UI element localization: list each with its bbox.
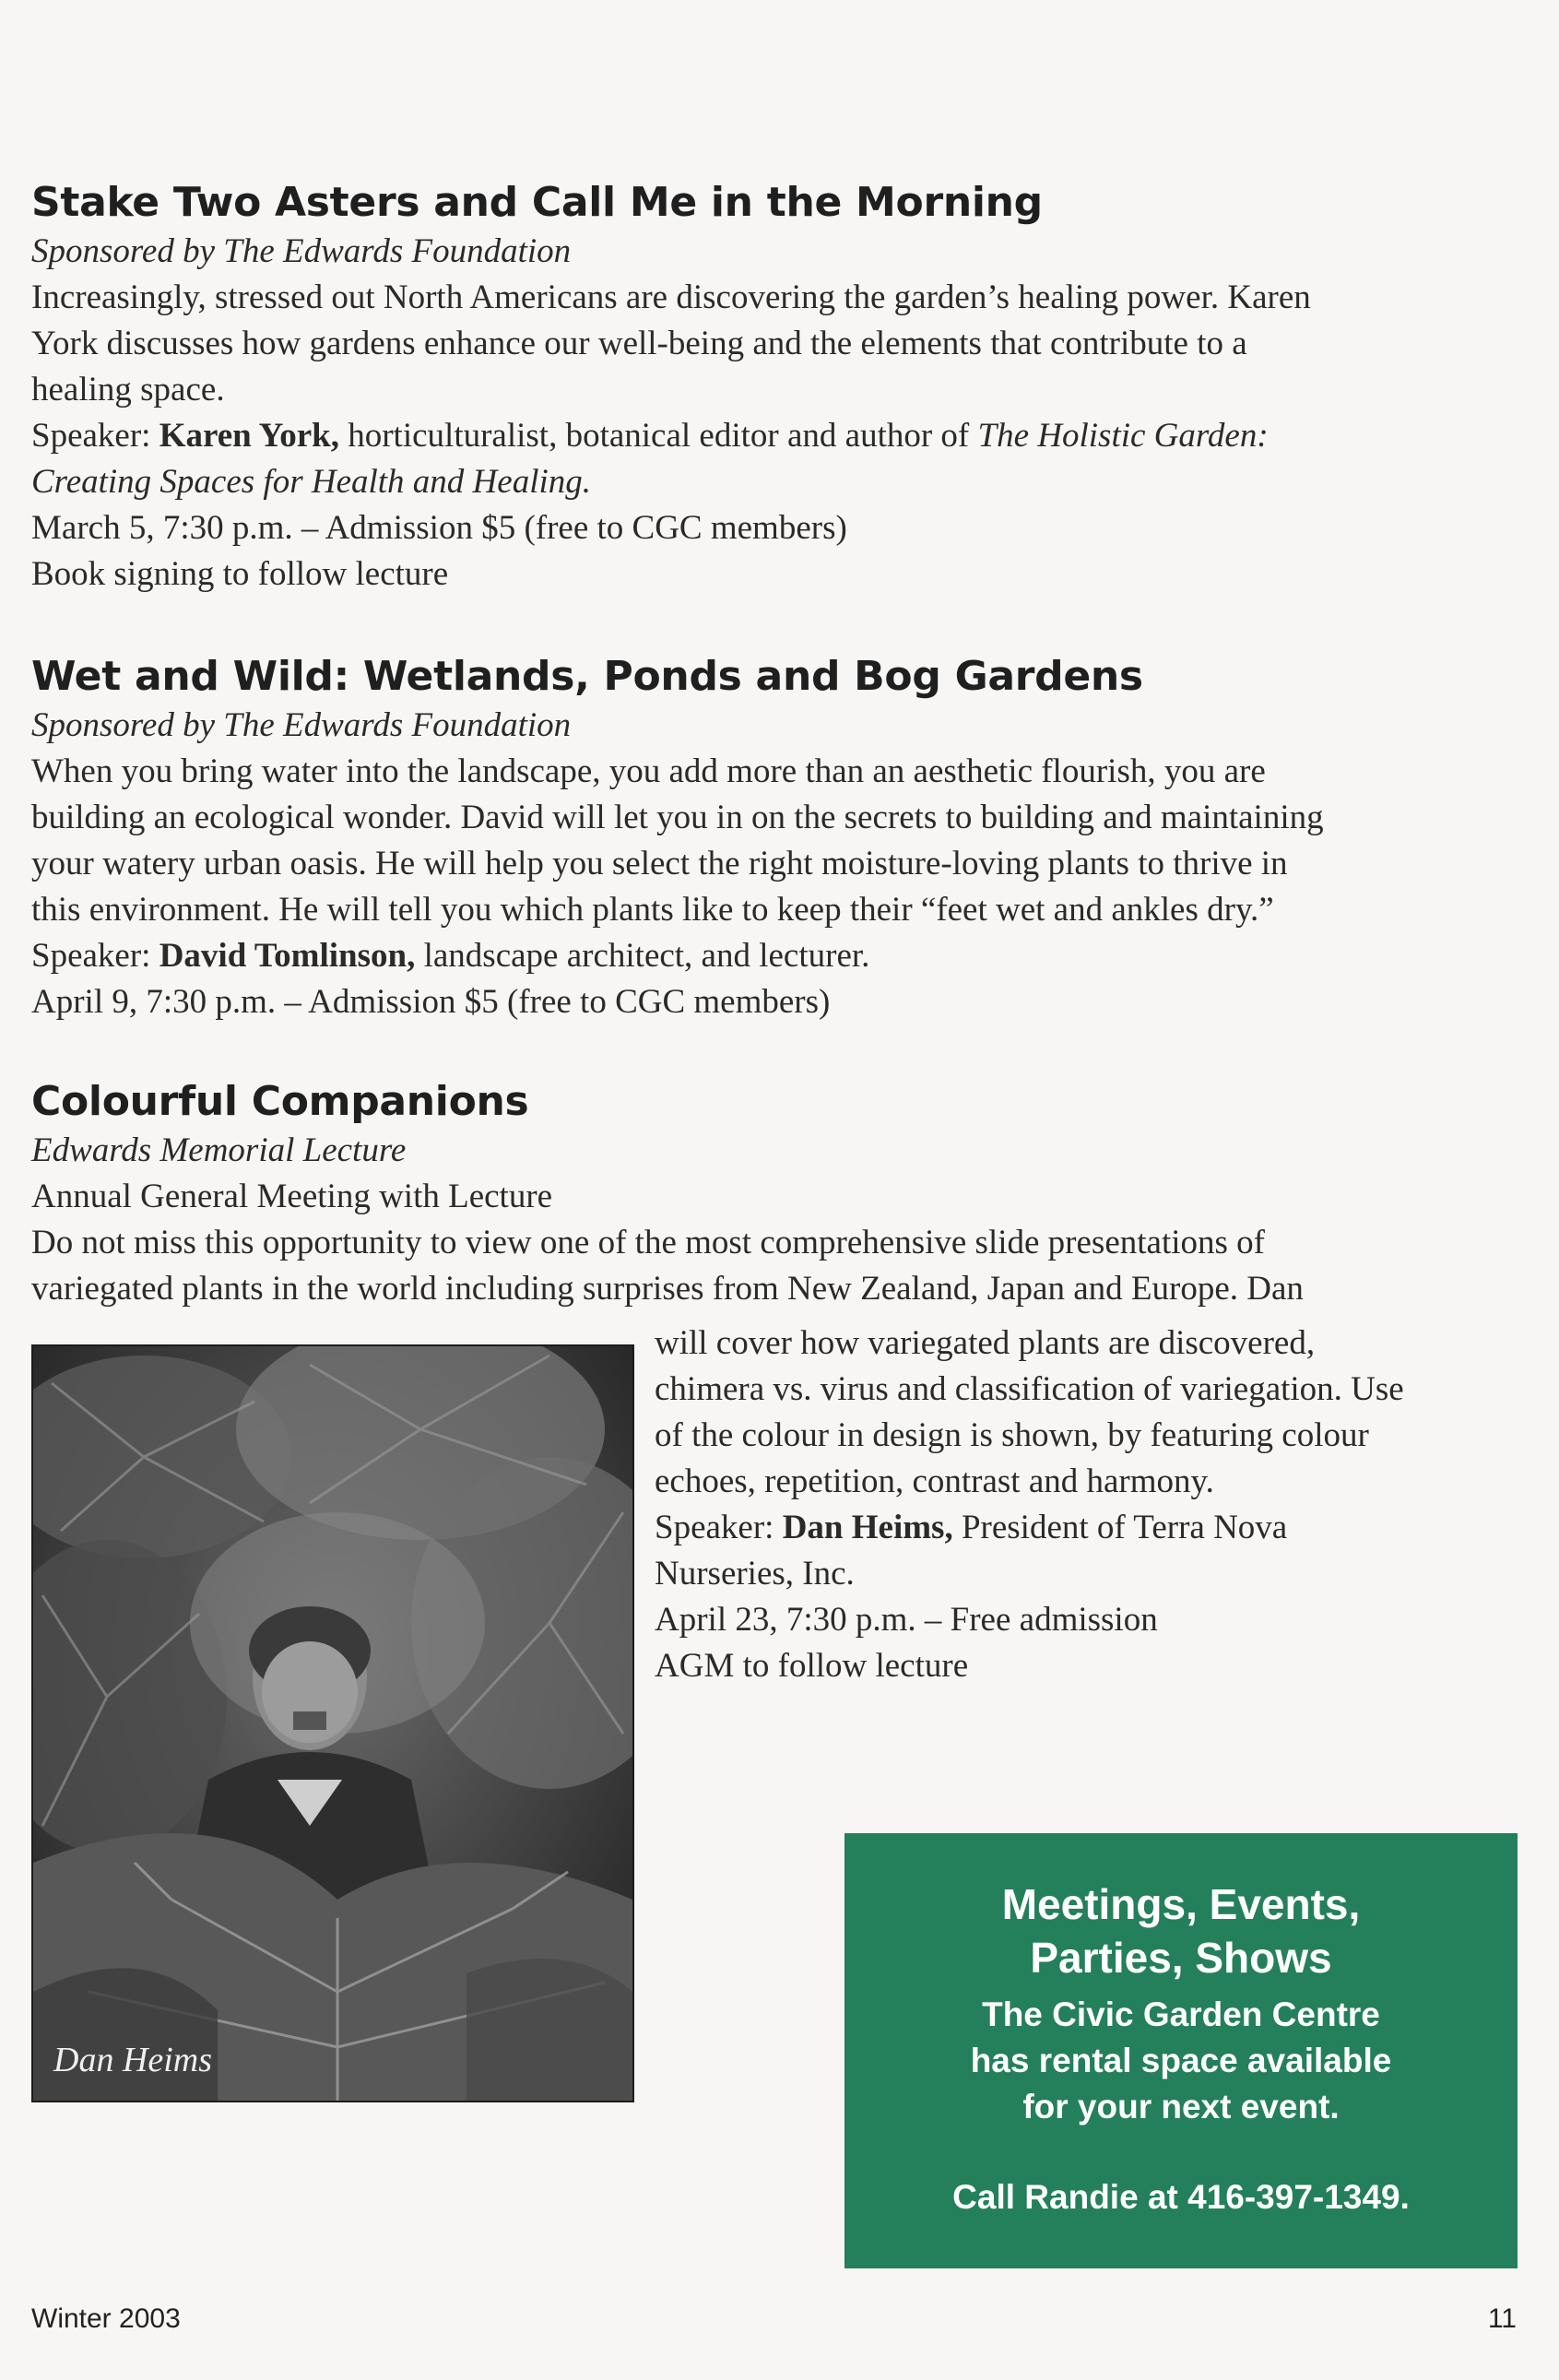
- lecture-description-line: variegated plants in the world including surprises from New Zealand, Japan and Europe. Dan: [31, 1270, 1304, 1308]
- lecture-speaker: [655, 1505, 1503, 1551]
- lecture-description-line: your watery urban oasis. He will help you select the right moisture-loving plants to thrive in: [31, 845, 1288, 882]
- lecture-speaker: [31, 413, 1525, 459]
- speaker-prefix: Speaker:: [31, 417, 159, 455]
- speaker-name: Dan Heims,: [782, 1509, 953, 1546]
- lecture-description-line: Increasingly, stressed out North Americans are discovering the garden’s healing power. Karen: [31, 278, 1311, 316]
- leaves-photo-graphic: [33, 1346, 632, 2101]
- lecture-note: Book signing to follow lecture: [31, 555, 449, 593]
- ad-body-line: The Civic Garden Centre: [982, 1995, 1380, 2033]
- lecture-description-line: Do not miss this opportunity to view one of the most comprehensive slide presentations of: [31, 1224, 1265, 1261]
- ad-title-line: Meetings, Events,: [1001, 1880, 1361, 1928]
- lecture-description-line: York discusses how gardens enhance our well-being and the elements that contribute to a: [31, 325, 1247, 362]
- lecture-meeting: Annual General Meeting with Lecture: [31, 1178, 553, 1215]
- lecture-wrapped-text: [655, 1320, 1503, 1689]
- ad-title: [844, 1877, 1518, 1984]
- ad-body-line: for your next event.: [1022, 2088, 1340, 2125]
- lecture-description-line: of the colour in design is shown, by featuring colour: [655, 1416, 1369, 1454]
- ad-body-line: has rental space available: [970, 2042, 1392, 2079]
- lecture-sponsor: Sponsored by The Edwards Foundation: [31, 232, 572, 270]
- lecture-description-line: healing space.: [31, 371, 225, 409]
- lecture-stake-two-asters: [31, 177, 1525, 598]
- lecture-title: Stake Two Asters and Call Me in the Morning: [31, 179, 1043, 226]
- speaker-name: David Tomlinson,: [159, 937, 416, 975]
- lecture-date: April 23, 7:30 p.m. – Free admission: [655, 1601, 1158, 1639]
- speaker-bio: landscape architect, and lecturer.: [415, 937, 870, 975]
- issue-date: Winter 2003: [31, 2303, 181, 2334]
- lecture-description-line: chimera vs. virus and classification of variegation. Use: [655, 1370, 1404, 1408]
- lecture-description-line: building an ecological wonder. David will let you in on the secrets to building and maintaining: [31, 799, 1324, 836]
- lecture-date: April 9, 7:30 p.m. – Admission $5 (free to CGC members): [31, 983, 831, 1021]
- book-title: The Holistic Garden:: [977, 417, 1269, 455]
- speaker-name: Karen York,: [159, 417, 339, 455]
- lecture-title: Colourful Companions: [31, 1078, 529, 1125]
- ad-phone-contact: Call Randie at 416-397-1349.: [952, 2178, 1410, 2216]
- lecture-subtitle: Edwards Memorial Lecture: [31, 1131, 407, 1169]
- lecture-colourful-companions: [31, 1076, 1525, 1312]
- speaker-bio: horticulturalist, botanical editor and author of: [338, 417, 978, 455]
- rental-advertisement: [844, 1833, 1518, 2268]
- photo-caption: Dan Heims: [53, 2041, 213, 2079]
- speaker-prefix: Speaker:: [31, 937, 159, 975]
- lecture-sponsor: Sponsored by The Edwards Foundation: [31, 706, 572, 744]
- lecture-speaker: [31, 933, 1525, 979]
- lecture-date: March 5, 7:30 p.m. – Admission $5 (free to CGC members): [31, 509, 847, 547]
- page-number: 11: [1487, 2303, 1517, 2334]
- lecture-title: Wet and Wild: Wetlands, Ponds and Bog Gardens: [31, 653, 1143, 700]
- lecture-description-line: When you bring water into the landscape, you add more than an aesthetic flourish, you are: [31, 752, 1266, 790]
- lecture-note: AGM to follow lecture: [655, 1647, 969, 1685]
- speaker-bio-continued: Nurseries, Inc.: [655, 1555, 855, 1593]
- speaker-photo: [31, 1344, 634, 2102]
- lecture-wet-and-wild: [31, 651, 1525, 1025]
- lecture-description-line: will cover how variegated plants are discovered,: [655, 1324, 1316, 1362]
- speaker-bio: President of Terra Nova: [952, 1509, 1288, 1546]
- lecture-description-line: this environment. He will tell you which plants like to keep their “feet wet and ankles dry.”: [31, 891, 1274, 929]
- lecture-description-line: echoes, repetition, contrast and harmony.: [655, 1462, 1214, 1500]
- book-title-continued: Creating Spaces for Health and Healing.: [31, 463, 592, 501]
- ad-title-line: Parties, Shows: [1030, 1934, 1332, 1982]
- speaker-prefix: Speaker:: [655, 1509, 783, 1546]
- ad-body: [844, 1992, 1518, 2130]
